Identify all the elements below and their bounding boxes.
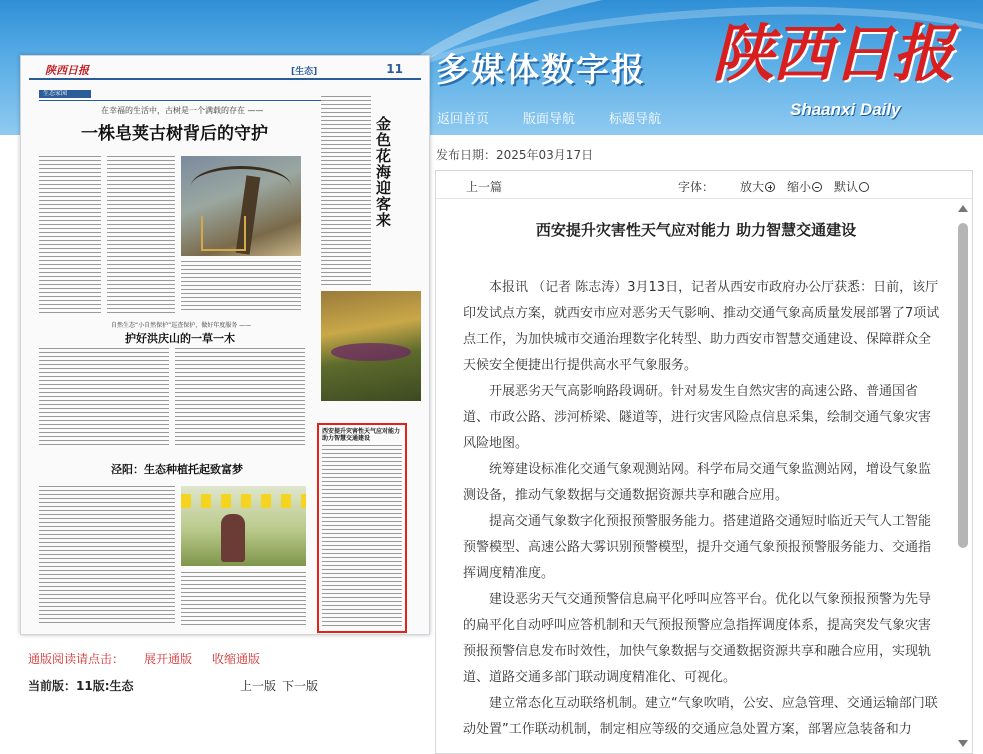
scrollbar-thumb[interactable]	[958, 223, 968, 548]
paper-text-column	[39, 156, 101, 316]
prev-page-link[interactable]: 上一版	[240, 679, 277, 693]
article-body	[463, 275, 941, 743]
paper-headline-hongqing[interactable]: 护好洪庆山的一草一木	[125, 332, 235, 345]
paper-rule	[39, 100, 329, 101]
article-paragraph: 统筹建设标准化交通气象观测站网。科学布局交通气象监测站网，增设气象监测设备，推动气象数据与交通数据资源共享和融合应用。	[463, 462, 932, 503]
article-panel	[435, 170, 973, 754]
nav-title-nav-link[interactable]: 标题导航	[609, 112, 662, 127]
article-paragraph: 本报讯 （记者 陈志涛）3月13日，记者从西安市政府办公厅获悉：日前，该厅印发试点方案，就西安市应对恶劣天气影响、推动交通气象高质量发展部署了7项试点工作，为加快城市交通治理数字化转型、助力西安市智慧交通建设、保障群众全天候安全便捷出行提供高水平气象服务。	[463, 280, 940, 373]
scroll-down-arrow-icon[interactable]	[958, 740, 968, 747]
paper-text-column	[181, 572, 306, 628]
paper-photo-ancient-tree	[181, 156, 301, 256]
paper-text-column	[175, 348, 305, 448]
paper-column-tag: 生态家园	[39, 90, 91, 98]
font-label: 字体：	[678, 180, 715, 194]
font-shrink-button[interactable]	[787, 178, 822, 195]
paper-text-column	[322, 445, 402, 627]
paper-logo: 陕西日报	[45, 64, 89, 77]
paper-text-column	[107, 156, 175, 316]
font-size-controls	[678, 178, 869, 195]
paper-text-column	[39, 486, 175, 626]
logo-chinese: 陕西日报	[712, 17, 953, 90]
paper-headline-tree[interactable]: 一株皂荚古树背后的守护	[81, 124, 268, 144]
paper-headline-jingyang[interactable]: 泾阳：生态种植托起致富梦	[111, 463, 243, 476]
newspaper-page-image[interactable]	[20, 55, 430, 635]
article-paragraph: 建设恶劣天气交通预警信息扁平化呼叫应答平台。优化以气象预报预警为先导的扁平化自动呼叫应答机制和天气预报预警应急指挥调度体系，提高突发气象灾害预报预警信息发布时效性，加快气象数据与交通数据资源共享和融合应用，实现轨道、道路交通多部门联动调度精准化、可视化。	[463, 592, 932, 685]
newspaper-logo	[712, 4, 974, 124]
paper-photo-flower-field	[321, 291, 421, 401]
paper-photo-farmer	[181, 486, 306, 566]
site-title: 多媒体数字报	[436, 50, 646, 89]
nav-page-nav-link[interactable]: 版面导航	[523, 112, 576, 127]
current-page-label: 当前版：11版:生态	[28, 679, 134, 693]
scroll-up-arrow-icon[interactable]	[958, 205, 968, 212]
article-paragraph: 开展恶劣天气高影响路段调研。针对易发生自然灾害的高速公路、普通国省道、市政公路、涉河桥梁、隧道等，进行灾害风险点信息采集，绘制交通气象灾害风险地图。	[463, 384, 932, 451]
article-title: 西安提升灾害性天气应对能力 助力智慧交通建设	[535, 221, 857, 239]
article-paragraph: 提高交通气象数字化预报预警服务能力。搭建道路交通短时临近天气人工智能预警模型、高速公路大雾识别预警模型，提升交通气象预报预警服务能力、交通指挥调度精准度。	[463, 514, 932, 581]
article-paragraph: 建立常态化互动联络机制。建立“气象吹哨，公安、应急管理、交通运输部门联动处置”工作联动机制，制定相应等级的交通应急处置方案，部署应急装备和力	[463, 696, 938, 737]
font-enlarge-label: 放大	[740, 180, 765, 194]
font-enlarge-button[interactable]	[740, 178, 775, 195]
font-default-button[interactable]	[834, 178, 869, 195]
paper-text-column	[39, 348, 169, 448]
page-pager	[240, 677, 318, 694]
logo-english: Shaanxi Daily	[790, 100, 901, 119]
current-article-highlight[interactable]	[317, 423, 407, 633]
article-toolbar	[436, 171, 972, 199]
publish-date: 发布日期：2025年03月17日	[436, 148, 594, 162]
paper-text-column	[181, 261, 301, 311]
paper-text-column	[321, 96, 371, 286]
top-nav	[437, 108, 661, 127]
next-page-link[interactable]: 下一版	[282, 679, 319, 693]
article-scrollbar[interactable]	[957, 201, 969, 751]
highlight-article-title: 西安提升灾害性天气应对能力 助力智慧交通建设	[322, 428, 401, 442]
prev-article-link[interactable]: 上一篇	[466, 180, 503, 194]
circle-icon	[859, 182, 869, 192]
font-shrink-label: 缩小	[787, 180, 812, 194]
plus-circle-icon	[765, 182, 775, 192]
paper-masthead	[29, 62, 421, 80]
collapse-page-link[interactable]: 收缩通版	[212, 652, 261, 666]
paper-section: [生态]	[291, 67, 318, 77]
expand-page-link[interactable]: 展开通版	[144, 652, 193, 666]
paper-headline-flowers[interactable]: 金色花海迎客来	[376, 115, 392, 229]
nav-home-link[interactable]: 返回首页	[437, 112, 490, 127]
paper-page-number: 11	[386, 62, 403, 76]
minus-circle-icon	[812, 182, 822, 192]
article-content	[436, 199, 956, 753]
paper-kicker-2: 自然生态“小自然保护”巡查保护，做好年度服务 ——	[111, 322, 252, 329]
font-default-label: 默认	[834, 180, 859, 194]
paper-kicker: 在幸福的生活中，古树是一个满载的存在 ——	[101, 106, 264, 115]
full-page-prompt: 通版阅读请点击：	[28, 652, 125, 666]
full-page-controls	[28, 650, 260, 667]
